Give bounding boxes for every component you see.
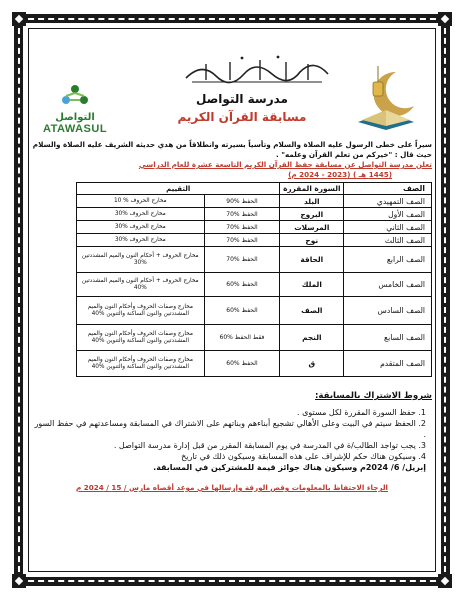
conditions-title: شروط الاشتراك بالمسابقة: — [315, 391, 432, 401]
row-surah-cell: النجم — [280, 325, 344, 351]
condition-item: 2. الحفظ سيتم في البيت وعلى الأهالي تشجيع أبناءهم وبناتهم على الاشتراك في المسابقة ومساعدتهم في حفظ السور . — [34, 419, 426, 439]
row-evaluation-cell: مخارج الحروف %30 — [77, 221, 205, 234]
corner-ornament — [438, 12, 452, 26]
school-logo — [36, 82, 114, 136]
table-row — [77, 195, 432, 208]
announcement-line: تعلن مدرسة التواصل عن مسابقة حفظ القرآن الكريم التاسعة عشرة للعام الدراسي — [138, 160, 432, 169]
condition-item: 4. وسيكون هناك حكم للإشراف على هذه المسابقة وسيكون ذلك في تاريخ — [181, 452, 426, 461]
logo-mark-icon — [57, 82, 93, 108]
row-memorization-cell: الحفظ %60 — [204, 351, 280, 377]
document-body — [32, 40, 432, 570]
corner-ornament — [438, 574, 452, 588]
row-memorization-cell: الحفظ %60 — [204, 273, 280, 297]
table-row — [77, 297, 432, 325]
table-header-row — [77, 183, 432, 195]
table-row — [77, 234, 432, 247]
row-memorization-cell: الحفظ %70 — [204, 208, 280, 221]
header-evaluation: التقييم — [77, 183, 280, 195]
row-surah-cell: الحاقة — [280, 247, 344, 273]
row-evaluation-cell: مخارج الحروف % 10 — [77, 195, 205, 208]
row-class-cell: الصف التمهيدي — [344, 195, 432, 208]
corner-ornament — [12, 574, 26, 588]
logo-arabic-text: التواصل — [55, 112, 95, 123]
row-memorization-cell: الحفظ %70 — [204, 247, 280, 273]
footer-note: الرجاء الاحتفاظ بالمعلومات وقص الورقة وإرسالها في موعد أقصاه مارس / 15 / 2024 م — [75, 483, 389, 492]
row-class-cell: الصف السابع — [344, 325, 432, 351]
row-surah-cell: الملك — [280, 273, 344, 297]
condition-item: إبريل/ 6/ 2024م وسيكون هناك جوائز قيمة للمشتركين في المسابقة. — [153, 463, 426, 472]
table-row — [77, 351, 432, 377]
table-row — [77, 221, 432, 234]
row-surah-cell: ق — [280, 351, 344, 377]
row-memorization-cell: فقط الحفظ %60 — [204, 325, 280, 351]
curriculum-table — [76, 182, 432, 377]
corner-ornament — [12, 12, 26, 26]
row-class-cell: الصف الثالث — [344, 234, 432, 247]
competition-title: مسابقة القرآن الكريم — [177, 110, 307, 124]
row-memorization-cell: الحفظ %90 — [204, 195, 280, 208]
row-evaluation-cell: مخارج الحروف %30 — [77, 234, 205, 247]
row-class-cell: الصف الأول — [344, 208, 432, 221]
row-class-cell: الصف السادس — [344, 297, 432, 325]
table-row — [77, 247, 432, 273]
row-surah-cell: الصف — [280, 297, 344, 325]
row-class-cell: الصف الثاني — [344, 221, 432, 234]
row-evaluation-cell: مخارج وصفات الحروف وأحكام النون والميم المشددتين والنون الساكنة والتنوين %40 — [77, 297, 205, 325]
row-class-cell: الصف الرابع — [344, 247, 432, 273]
header-surah: السورة المقررة — [280, 183, 344, 195]
row-memorization-cell: الحفظ %70 — [204, 234, 280, 247]
logo-english-text: ATAWASUL — [42, 123, 108, 135]
academic-year: (1445 هـ ) (2023 - 2024 م) — [288, 170, 392, 179]
row-evaluation-cell: مخارج الحروف + أحكام النون والميم المشددتين %40 — [77, 273, 205, 297]
conditions-list — [32, 407, 432, 473]
row-evaluation-cell: مخارج وصفات الحروف وأحكام النون والميم المشددتين والنون الساكنة والتنوين %40 — [77, 325, 205, 351]
table-row — [77, 208, 432, 221]
header-class: الصف — [344, 183, 432, 195]
row-surah-cell: البلد — [280, 195, 344, 208]
condition-item: 3. يجب تواجد الطالب/ة في المدرسة في يوم المسابقة المقرر من قبل إدارة مدرسة التواصل . — [113, 441, 426, 450]
intro-paragraph: سيراً على خطى الرسول عليه الصلاة والسلام وتأسياً بسيرته وانطلاقاً من هدي حديثه الشريف عليه الصلاة والسلام حيث قال : "خيركم من تعلم القرآن وعلمه" . — [32, 140, 432, 159]
table-row — [77, 273, 432, 297]
row-surah-cell: نوح — [280, 234, 344, 247]
row-evaluation-cell: مخارج الحروف %30 — [77, 208, 205, 221]
crescent-lantern-quran-icon — [348, 66, 426, 132]
bismillah-calligraphy-icon — [182, 52, 332, 88]
row-class-cell: الصف الخامس — [344, 273, 432, 297]
condition-item: 1. حفظ السورة المقررة لكل مستوى . — [297, 408, 426, 417]
row-evaluation-cell: مخارج وصفات الحروف وأحكام النون والميم المشددتين والنون الساكنة والتنوين %40 — [77, 351, 205, 377]
row-surah-cell: البروج — [280, 208, 344, 221]
row-evaluation-cell: مخارج الحروف + أحكام النون والميم المشددتين %30 — [77, 247, 205, 273]
header — [32, 40, 432, 136]
row-surah-cell: المرسلات — [280, 221, 344, 234]
row-class-cell: الصف المتقدم — [344, 351, 432, 377]
table-row — [77, 325, 432, 351]
row-memorization-cell: الحفظ %60 — [204, 297, 280, 325]
row-memorization-cell: الحفظ %70 — [204, 221, 280, 234]
school-name: مدرسة التواصل — [196, 92, 288, 106]
